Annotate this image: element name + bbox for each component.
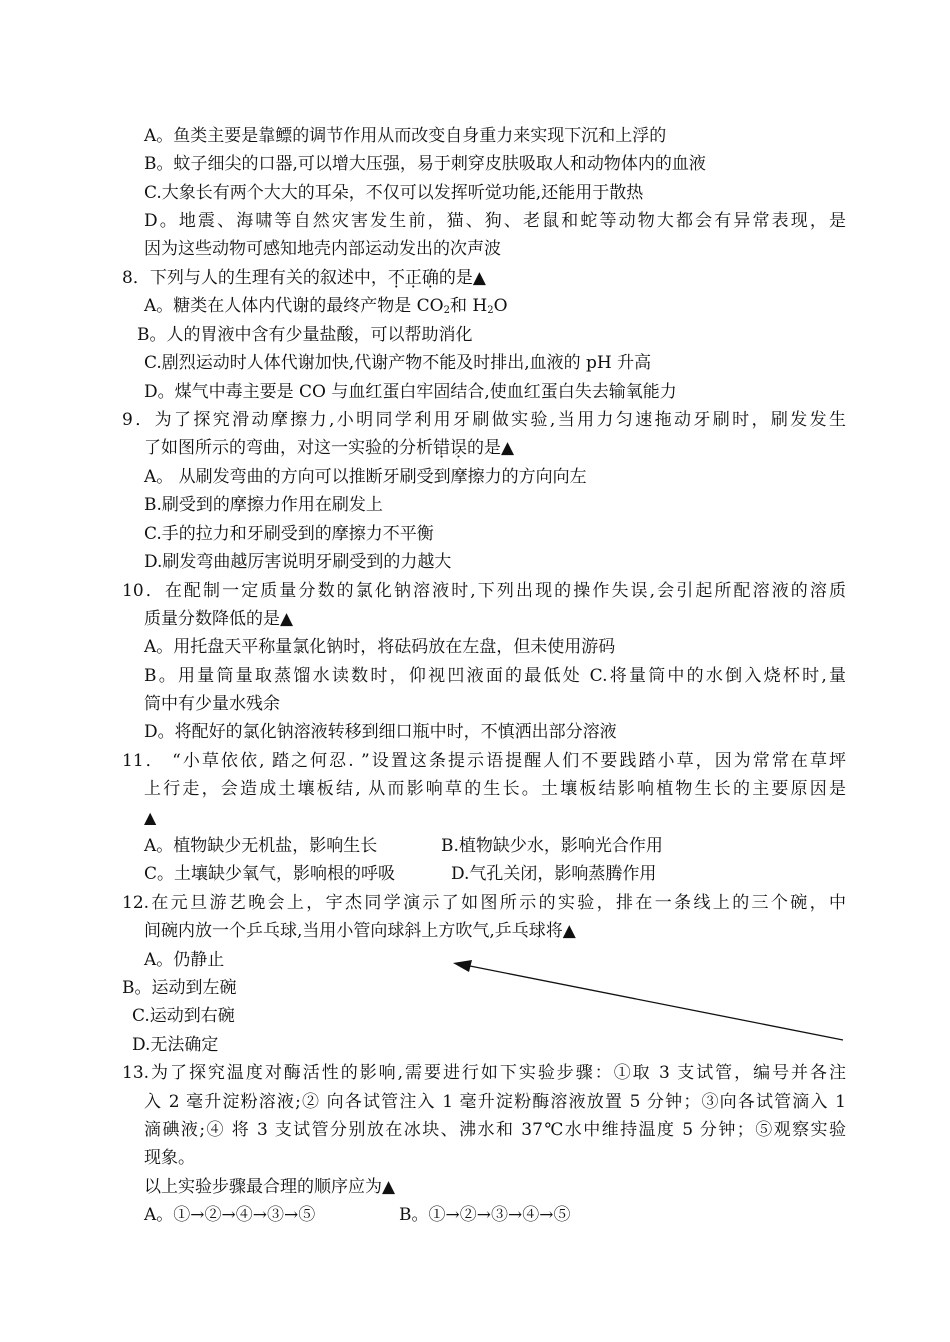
q12-option-d: D.无法确定: [132, 1035, 219, 1055]
q12-option-b: B。运动到左碗: [122, 978, 237, 998]
q7-option-a: A。鱼类主要是靠鳔的调节作用从而改变自身重力来实现下沉和上浮的: [144, 126, 667, 146]
q9-option-c: C.手的拉力和牙刷受到的摩擦力不平衡: [144, 524, 434, 544]
q13-stem-cont-1: 入 2 毫升淀粉溶液;② 向各试管注入 1 毫升淀粉酶溶液放置 5 分钟；③向各试管滴入 1: [144, 1092, 846, 1112]
q10-option-b: B。用量筒量取蒸馏水读数时，仰视凹液面的最低处 C.将量筒中的水倒入烧杯时,量: [144, 666, 846, 686]
q8-option-a: A。糖类在人体内代谢的最终产物是 $CO_2$和 $H_2O$: [144, 296, 508, 316]
q11-option-b: B.植物缺少水，影响光合作用: [441, 836, 663, 856]
q12-stem-cont: 间碗内放一个乒乓球,当用小管向球斜上方吹气,乒乓球将▲: [144, 921, 576, 941]
q13-option-b: B。①→②→③→④→⑤: [399, 1205, 571, 1225]
emphasis-dot: 确: [421, 268, 439, 288]
q13-stem-cont-3: 现象。: [144, 1148, 195, 1168]
q7-option-b: B。蚊子细尖的口器,可以增大压强，易于刺穿皮肤吸取人和动物体内的血液: [144, 154, 706, 174]
emphasis-dot: 错: [433, 438, 450, 458]
q13-option-a: A。①→②→④→③→⑤: [144, 1205, 316, 1225]
q9-option-d: D.刷发弯曲越厉害说明牙刷受到的力越大: [144, 552, 452, 572]
q11-stem-cont: 上行走，会造成土壤板结, 从而影响草的生长。土壤板结影响植物生长的主要原因是: [144, 779, 846, 799]
q10-option-b-cont: 筒中有少量水残余: [144, 694, 280, 714]
q10-stem: 10．在配制一定质量分数的氯化钠溶液时,下列出现的操作失误,会引起所配溶液的溶质: [122, 581, 846, 601]
q13-stem-cont-2: 滴碘液;④ 将 3 支试管分别放在冰块、沸水和 37℃水中维持温度 5 分钟；⑤观察实验: [144, 1120, 846, 1140]
answer-blank-triangle: ▲: [144, 808, 157, 827]
emphasis-dot: 不: [387, 268, 405, 288]
q9-stem: 9．为了探究滑动摩擦力,小明同学利用牙刷做实验,当用力匀速拖动牙刷时，刷发发生: [122, 410, 846, 430]
q13-stem: 13.为了探究温度对酶活性的影响,需要进行如下实验步骤：①取 3 支试管，编号并各注: [122, 1063, 846, 1083]
q8-stem: 8．下列与人的生理有关的叙述中，不正确的是▲: [122, 268, 486, 288]
q8-option-d: D。煤气中毒主要是 CO 与血红蛋白牢固结合,使血红蛋白失去输氧能力: [144, 382, 677, 402]
q7-option-c: C.大象长有两个大大的耳朵，不仅可以发挥听觉功能,还能用于散热: [144, 183, 644, 203]
q11-option-c: C。土壤缺少氧气，影响根的呼吸: [144, 864, 396, 884]
q11-option-d: D.气孔关闭，影响蒸腾作用: [451, 864, 657, 884]
q8-option-c: C.剧烈运动时人体代谢加快,代谢产物不能及时排出,血液的 pH 升高: [144, 353, 652, 373]
emphasis-dot: 误: [450, 438, 467, 458]
q11-stem: 11． “小草依依, 踏之何忍. ”设置这条提示语提醒人们不要践踏小草，因为常常在草坪: [122, 751, 846, 771]
q12-option-a: A。仍静止: [144, 950, 225, 970]
q12-stem: 12.在元旦游艺晚会上，宇杰同学演示了如图所示的实验，排在一条线上的三个碗，中: [122, 893, 846, 913]
q8-option-b: B。人的胃液中含有少量盐酸，可以帮助消化: [137, 325, 473, 345]
q9-option-b: B.刷受到的摩擦力作用在刷发上: [144, 495, 383, 515]
q11-option-a: A。植物缺少无机盐，影响生长: [144, 836, 378, 856]
q9-option-a: A。 从刷发弯曲的方向可以推断牙刷受到摩擦力的方向向左: [144, 467, 587, 487]
q12-option-c: C.运动到右碗: [132, 1006, 235, 1026]
q10-stem-cont: 质量分数降低的是▲: [144, 609, 294, 629]
q7-option-d: D。地震、海啸等自然灾害发生前，猫、狗、老鼠和蛇等动物大都会有异常表现，是: [144, 211, 846, 231]
q13-stem-cont-4: 以上实验步骤最合理的顺序应为▲: [144, 1177, 396, 1197]
q10-option-d: D。将配好的氯化钠溶液转移到细口瓶中时，不慎洒出部分溶液: [144, 722, 617, 742]
q9-stem-cont: 了如图所示的弯曲，对这一实验的分析错误的是▲: [144, 438, 515, 458]
q10-option-a: A。用托盘天平称量氯化钠时，将砝码放在左盘，但未使用游码: [144, 637, 616, 657]
q7-option-d-cont: 因为这些动物可感知地壳内部运动发出的次声波: [144, 239, 501, 259]
emphasis-dot: 正: [404, 268, 422, 288]
